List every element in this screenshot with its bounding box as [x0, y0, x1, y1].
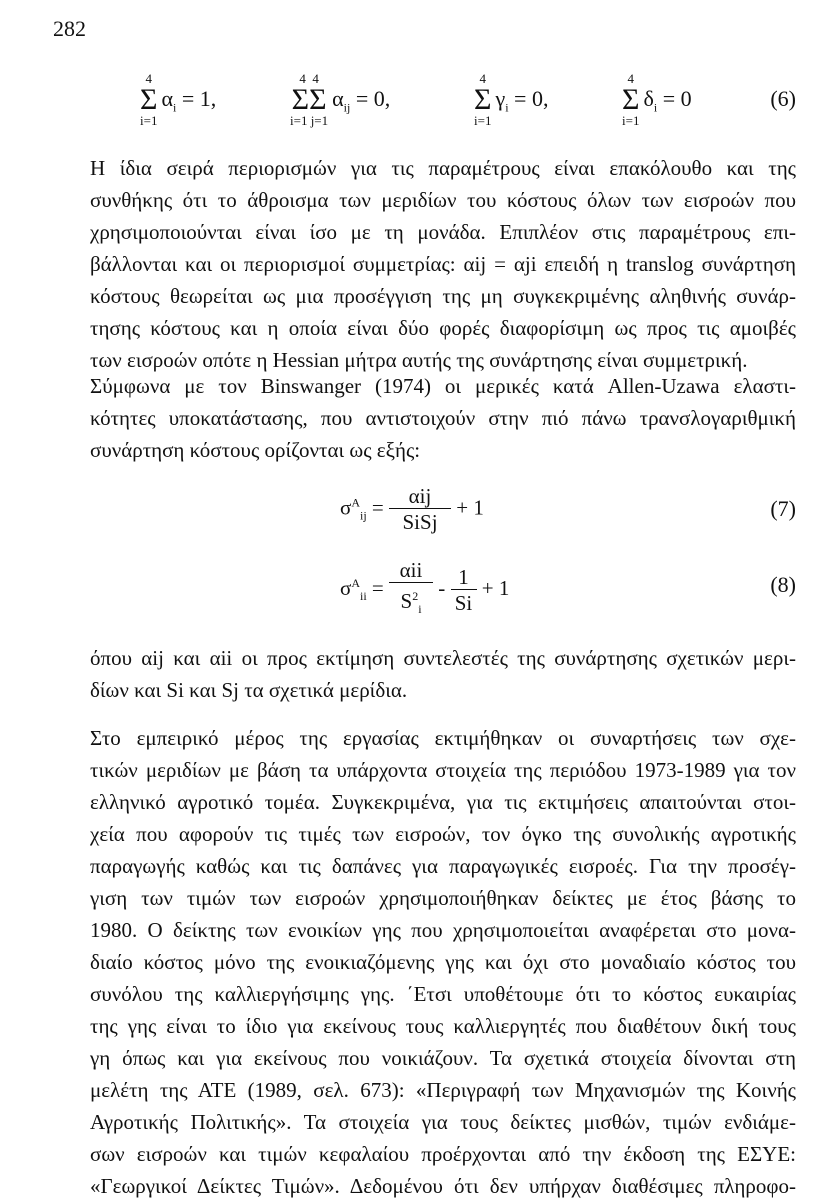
equation-6 [0, 72, 834, 142]
equation-8: $\sigma^A_{ii}$ = $\frac{\text{αii}}{S^2_i}$ - $\frac{1}{Si}$ + 1 [340, 558, 509, 622]
text-line: δίων και Si και Sj τα σχετικά μερίδια. [90, 678, 408, 702]
text-line: συνθήκης ότι το άθροισμα των μεριδίων του κόστους όλων των εισροών που [90, 188, 796, 212]
text-line: σων εισροών και τιμών κεφαλαίου προέρχονται από την έκδοση της ΕΣΥΕ: [90, 1142, 796, 1166]
paragraph-1 [90, 152, 796, 376]
text-line: διαίο κόστος μόνο της ενοικιαζόμενης γης και όχι στο μοναδιαίο κόστος του [90, 950, 796, 974]
sum-term-alpha-ij: 4 4 ΣΣ i=1 j=1 $\alpha_{ij} = 0$, [290, 71, 391, 128]
equation-number: (7) [770, 496, 796, 521]
text-line: συνόλου της καλλιεργήσιμης γης. ΄Ετσι υποθέτουμε ότι το κόστος ευκαιρίας [90, 982, 796, 1006]
text-line: Σύμφωνα με τον Binswanger (1974) οι μερικές κατά Allen-Uzawa ελαστι- [90, 374, 796, 398]
text-line: των εισροών οπότε η Hessian μήτρα αυτής της συνάρτησης είναι συμμετρική. [90, 348, 748, 372]
text-line: κότητες υποκατάστασης, που αντιστοιχούν στην πιό πάνω τρανσλογαριθμική [90, 406, 796, 430]
text-line: 1980. Ο δείκτης των ενοικίων γης που χρησιμοποιείται αναφέρεται στο μονα- [90, 918, 796, 942]
paragraph-4 [90, 722, 796, 1202]
text-line: μελέτη της ΑΤΕ (1989, σελ. 673): «Περιγραφή των Μηχανισμών της Κοινής [90, 1078, 796, 1102]
text-line: παραγωγής καθώς και τις δαπάνες για παραγωγικές εισροές. Για την προσέγ- [90, 854, 796, 878]
text-line: Αγροτικής Πολιτικής». Τα στοιχεία για τους δείκτες μισθών, τιμών ενδιάμε- [90, 1110, 796, 1134]
text-line: χρησιμοποιούνται είναι ίσο με τη μονάδα. Επιπλέον στις παραμέτρους επι- [90, 220, 796, 244]
text-line: «Γεωργικοί Δείκτες Τιμών». Δεδομένου ότι δεν υπήρχαν διαθέσιμες πληροφο- [90, 1174, 796, 1198]
text-line: Στο εμπειρικό μέρος της εργασίας εκτιμήθηκαν οι συναρτήσεις των σχε- [90, 726, 796, 750]
text-line: χεία που αφορούν τις τιμές των εισροών, τον όγκο της συνολικής αγροτικής [90, 822, 796, 846]
text-line: συνάρτηση κόστους ορίζονται ως εξής: [90, 438, 421, 462]
text-line: τησης κόστους και η οποία είναι δύο φορές διαφορίσιμη ως προς τις αμοιβές [90, 316, 796, 340]
paragraph-2 [90, 370, 796, 466]
sum-term-delta: 4 Σ i=1 $\delta_i = 0$ [622, 71, 692, 128]
text-line: βάλλονται και οι περιορισμοί συμμετρίας: αij = αji επειδή η translog συνάρτηση [90, 252, 796, 276]
sum-term-gamma: 4 Σ i=1 $\gamma_i = 0$, [474, 71, 549, 128]
text-line: τικών μεριδίων με βάση τα υπάρχοντα στοιχεία της περιόδου 1973-1989 για τον [90, 758, 796, 782]
text-line: γιση των τιμών των εισροών χρησιμοποιήθηκαν δείκτες με έτος βάσης το [90, 886, 796, 910]
paragraph-3 [90, 642, 796, 706]
text-line: όπου αij και αii οι προς εκτίμηση συντελεστές της συνάρτησης σχετικών μερι- [90, 646, 796, 670]
equation-number: (8) [770, 572, 796, 597]
text-line: κόστους θεωρείται ως μια προσέγγιση της μη συγκεκριμένης αληθινής συνάρ- [90, 284, 796, 308]
equation-number: (6) [770, 86, 796, 111]
text-line: ελληνικό αγροτικό τομέα. Συγκεκριμένα, για τις εκτιμήσεις απαιτούνται στοι- [90, 790, 796, 814]
text-line: γη όπως και για εκείνους που νοικιάζουν. Τα σχετικά στοιχεία δίνονται στη [90, 1046, 796, 1070]
equation-7: $\sigma^A_{ij}$ = $\frac{\text{αij}}{\text{SiSj}}$ + 1 [340, 484, 484, 534]
text-line: της γης είναι το ίδιο για εκείνους τους καλλιεργητές που διαθέτουν δική τους [90, 1014, 796, 1038]
page-number: 282 [53, 16, 86, 41]
text-line: Η ίδια σειρά περιορισμών για τις παραμέτρους είναι επακόλουθο και της [90, 156, 796, 180]
sum-term-alpha: 4 Σ i=1 $\alpha_i = 1$, [140, 71, 217, 128]
